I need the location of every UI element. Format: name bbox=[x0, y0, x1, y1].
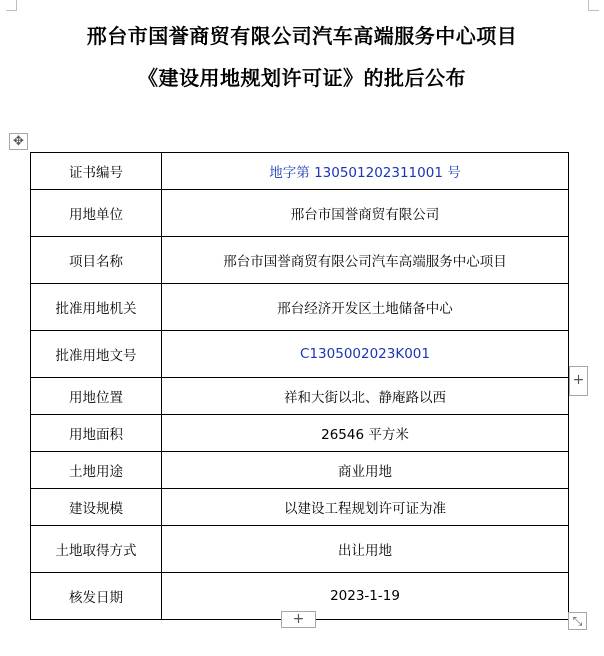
row-label-land-area: 用地面积 bbox=[31, 415, 162, 452]
document-title-line-2: 《建设用地规划许可证》的批后公布 bbox=[138, 66, 466, 90]
table-row bbox=[31, 153, 569, 190]
row-label-certificate-number: 证书编号 bbox=[31, 153, 162, 190]
row-value-certificate-number: 地字第 130501202311001 号 bbox=[162, 153, 569, 190]
row-label-construction-scale: 建设规模 bbox=[31, 489, 162, 526]
table-row bbox=[31, 415, 569, 452]
row-value-land-area: 26546 平方米 bbox=[162, 415, 569, 452]
row-value-land-use: 商业用地 bbox=[162, 452, 569, 489]
row-value-acquisition-method: 出让用地 bbox=[162, 526, 569, 573]
row-value-land-location: 祥和大街以北、静庵路以西 bbox=[162, 378, 569, 415]
row-label-land-user: 用地单位 bbox=[31, 190, 162, 237]
row-value-approval-document-number: C1305002023K001 bbox=[162, 331, 569, 378]
table-row bbox=[31, 452, 569, 489]
table-row bbox=[31, 190, 569, 237]
row-value-construction-scale: 以建设工程规划许可证为准 bbox=[162, 489, 569, 526]
row-label-issue-date: 核发日期 bbox=[31, 573, 162, 620]
row-value-land-user: 邢台市国誉商贸有限公司 bbox=[162, 190, 569, 237]
row-label-land-use: 土地用途 bbox=[31, 452, 162, 489]
row-label-land-location: 用地位置 bbox=[31, 378, 162, 415]
plus-icon: + bbox=[572, 372, 585, 388]
add-row-button[interactable] bbox=[281, 611, 316, 628]
page-corner-mark-left bbox=[6, 0, 17, 11]
plus-icon: + bbox=[292, 611, 305, 627]
table-move-handle[interactable] bbox=[9, 133, 28, 150]
permit-table bbox=[30, 152, 569, 620]
row-label-project-name: 项目名称 bbox=[31, 237, 162, 284]
row-value-issue-date: 2023-1-19 bbox=[162, 573, 569, 620]
table-row bbox=[31, 526, 569, 573]
row-value-approval-authority: 邢台经济开发区土地储备中心 bbox=[162, 284, 569, 331]
row-value-project-name: 邢台市国誉商贸有限公司汽车高端服务中心项目 bbox=[162, 237, 569, 284]
move-icon: ✥ bbox=[13, 134, 24, 149]
table-row bbox=[31, 331, 569, 378]
table-row bbox=[31, 489, 569, 526]
table-row bbox=[31, 284, 569, 331]
row-label-approval-authority: 批准用地机关 bbox=[31, 284, 162, 331]
resize-icon: ⤡ bbox=[572, 614, 583, 628]
table-resize-handle[interactable] bbox=[568, 612, 587, 630]
row-label-acquisition-method: 土地取得方式 bbox=[31, 526, 162, 573]
table-row bbox=[31, 378, 569, 415]
document-title-line-1: 邢台市国誉商贸有限公司汽车高端服务中心项目 bbox=[86, 24, 518, 48]
add-column-button[interactable] bbox=[569, 366, 588, 396]
page-corner-mark-right bbox=[588, 0, 599, 11]
table-row bbox=[31, 237, 569, 284]
row-label-approval-document-number: 批准用地文号 bbox=[31, 331, 162, 378]
